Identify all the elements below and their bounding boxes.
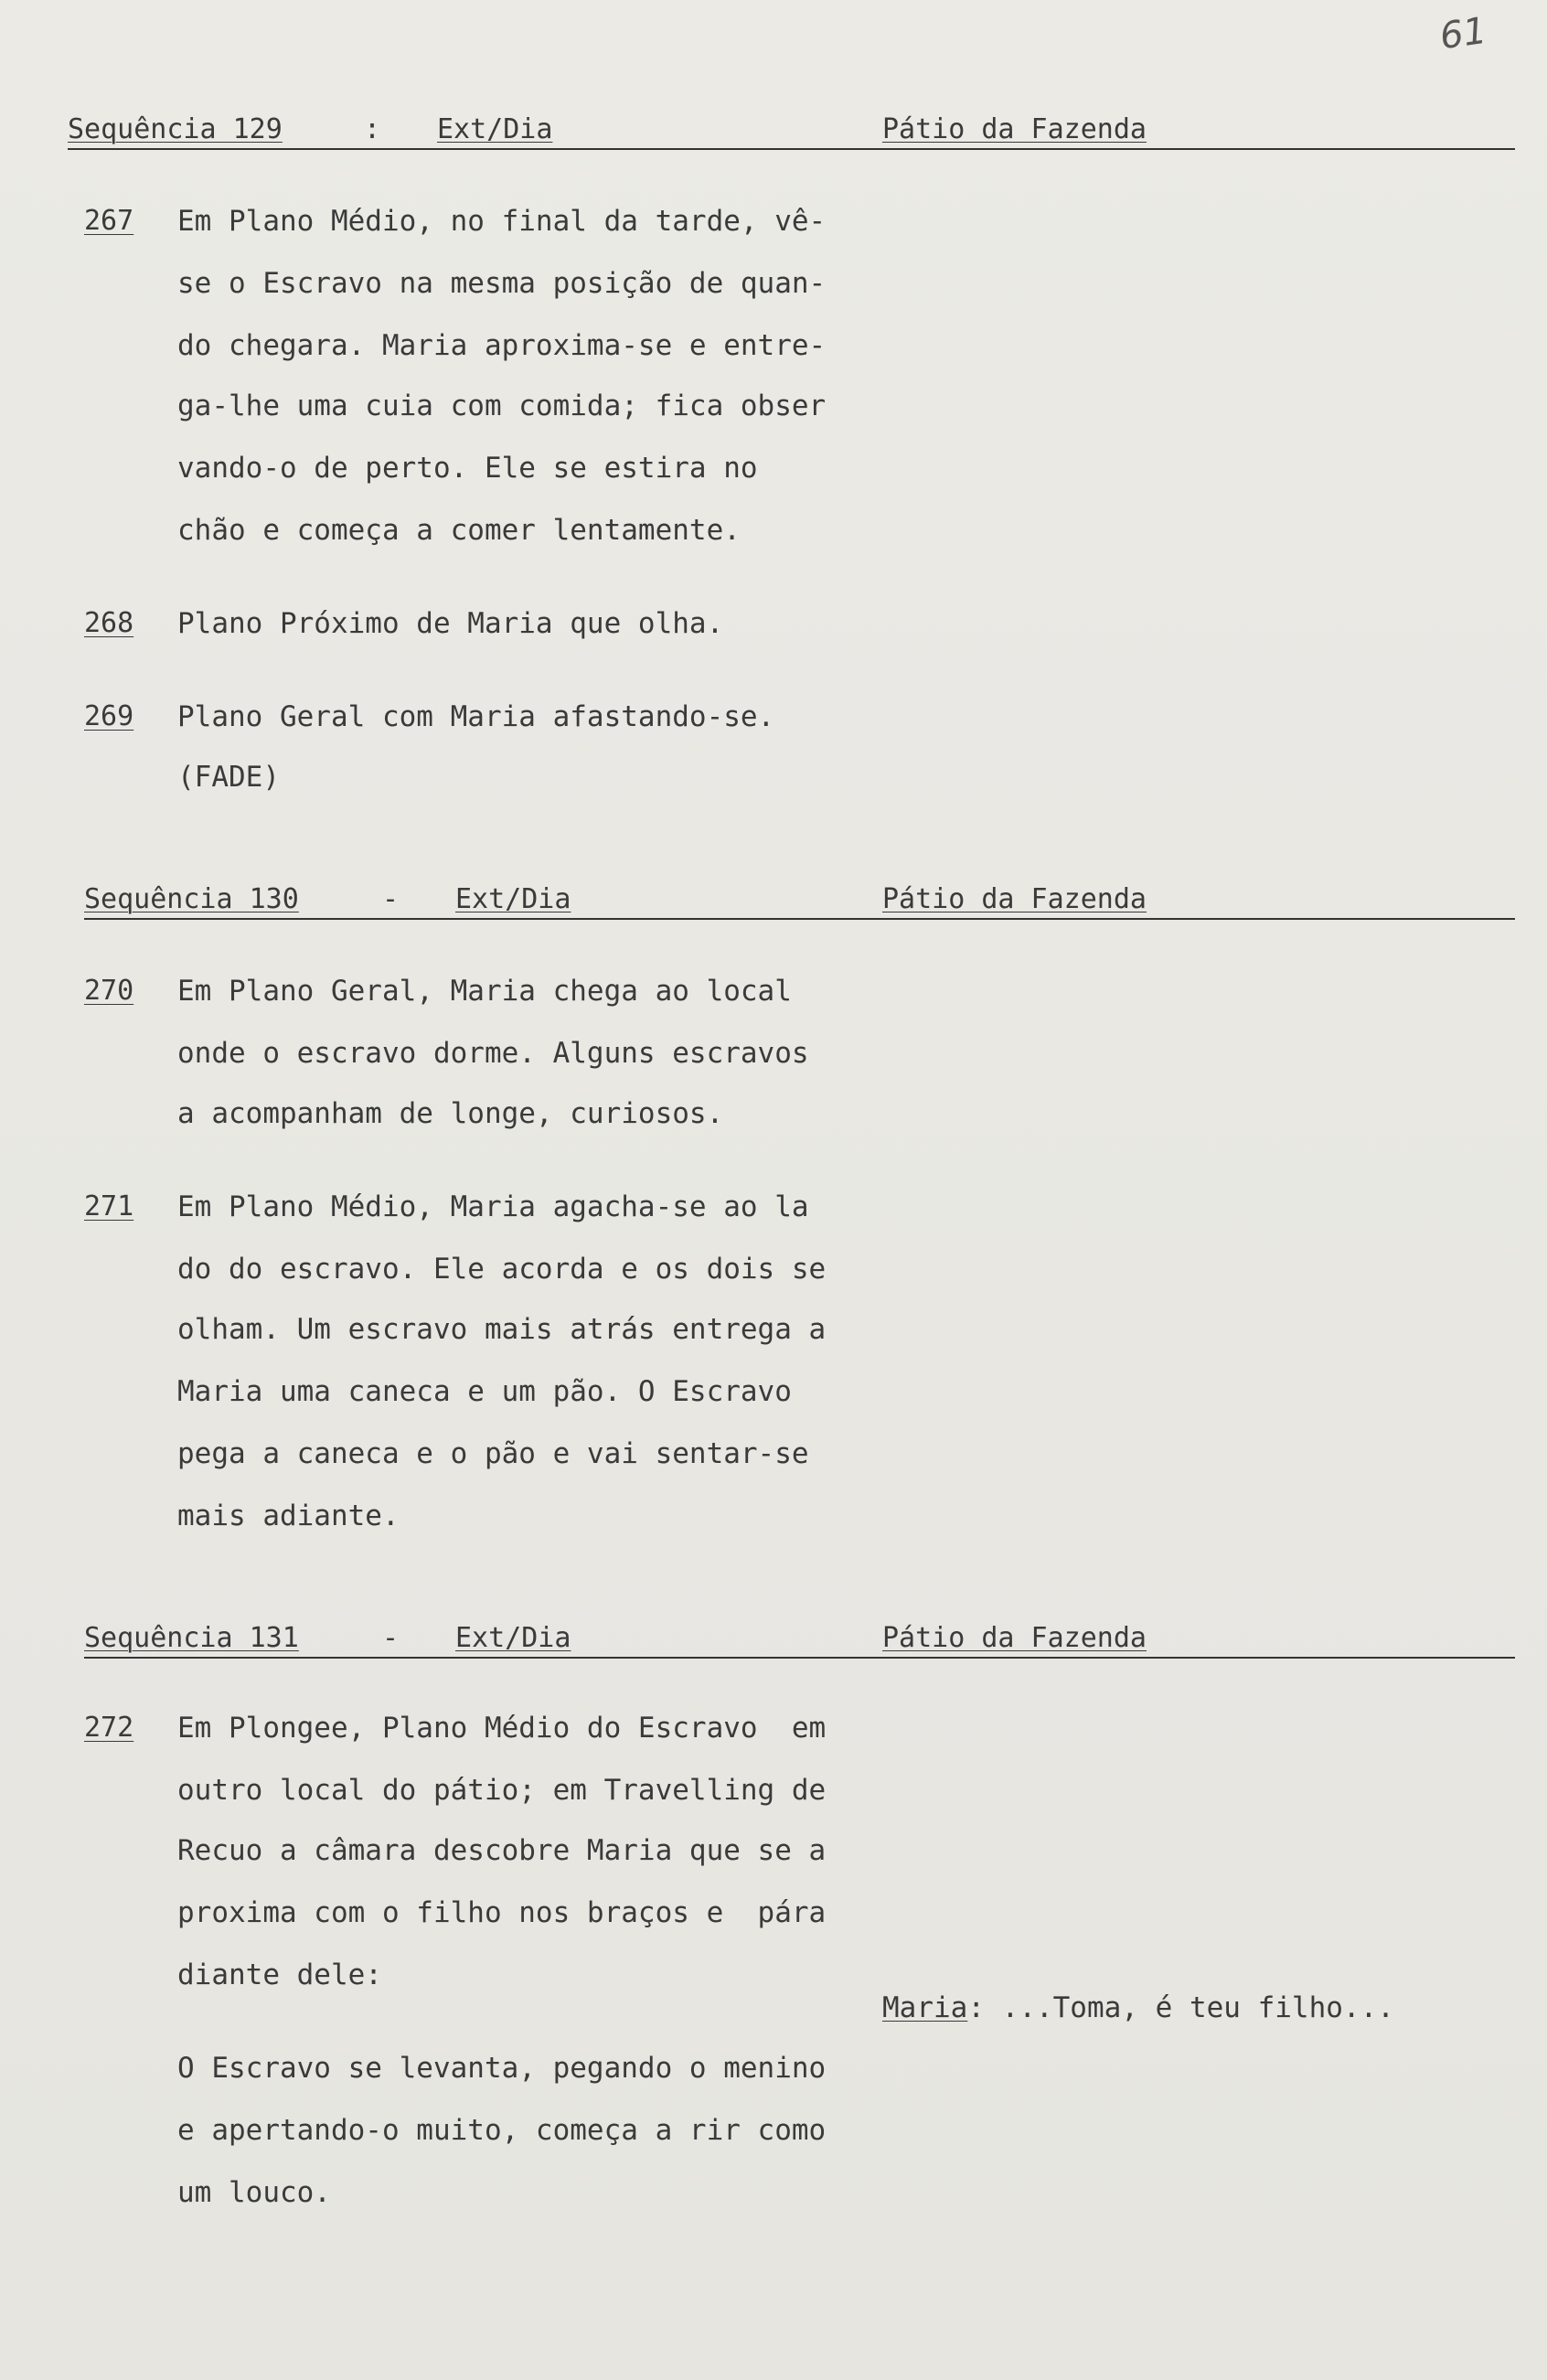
- shot-text-line: diante dele:: [177, 1958, 382, 1991]
- dialogue-line: [882, 1991, 1394, 2024]
- shot-text-line: (FADE): [177, 761, 280, 794]
- sequence-place: Pátio da Fazenda: [882, 113, 1147, 145]
- sequence-time: Ext/Dia: [455, 883, 571, 915]
- shot-text-line: chão e começa a comer lentamente.: [177, 514, 741, 547]
- page-number: 61: [1437, 9, 1489, 59]
- shot-text-line: mais adiante.: [177, 1500, 400, 1532]
- sequence-header: [0, 1622, 1547, 1677]
- shot-text-line: um louco.: [177, 2176, 331, 2209]
- shot-text-line: Em Plano Médio, no final da tarde, vê-: [177, 205, 827, 238]
- shot-text-line: outro local do pátio; em Travelling de: [177, 1774, 827, 1807]
- sequence-rule: [84, 918, 1515, 920]
- shot-text-line: Maria uma caneca e um pão. O Escravo: [177, 1375, 792, 1408]
- sequence-header: [0, 883, 1547, 938]
- sequence-label: Sequência 131: [84, 1622, 299, 1654]
- shot-text-line: Plano Geral com Maria afastando-se.: [177, 700, 775, 733]
- shot-text-line: O Escravo se levanta, pegando o menino: [177, 2052, 827, 2085]
- sequence-label: Sequência 130: [84, 883, 299, 915]
- sequence-separator: -: [382, 883, 400, 915]
- shot-text-line: Em Plongee, Plano Médio do Escravo em: [177, 1712, 827, 1745]
- dialogue-text: : ...Toma, é teu filho...: [967, 1991, 1394, 2024]
- sequence-place: Pátio da Fazenda: [882, 1622, 1147, 1654]
- sequence-rule: [68, 148, 1515, 150]
- shot-text-line: Recuo a câmara descobre Maria que se a: [177, 1834, 827, 1867]
- shot-text-line: ga-lhe uma cuia com comida; fica obser: [177, 390, 827, 422]
- sequence-place: Pátio da Fazenda: [882, 883, 1147, 915]
- shot-number: 271: [84, 1190, 134, 1222]
- shot-number: 267: [84, 205, 134, 237]
- shot-number: 268: [84, 607, 134, 639]
- shot-number: 269: [84, 700, 134, 732]
- shot-text-line: se o Escravo na mesma posição de quan-: [177, 267, 827, 300]
- shot-number: 270: [84, 975, 134, 1007]
- sequence-label: Sequência 129: [68, 113, 283, 145]
- sequence-separator: :: [364, 113, 381, 145]
- sequence-time: Ext/Dia: [455, 1622, 571, 1654]
- shot-text-line: vando-o de perto. Ele se estira no: [177, 452, 758, 485]
- sequence-rule: [84, 1657, 1515, 1659]
- shot-text-line: a acompanham de longe, curiosos.: [177, 1097, 724, 1130]
- sequence-header: [0, 113, 1547, 168]
- shot-text-line: do chegara. Maria aproxima-se e entre-: [177, 329, 827, 362]
- shot-text-line: Plano Próximo de Maria que olha.: [177, 607, 724, 640]
- shot-text-line: e apertando-o muito, começa a rir como: [177, 2114, 827, 2147]
- shot-text-line: onde o escravo dorme. Alguns escravos: [177, 1037, 809, 1070]
- shot-text-line: proxima com o filho nos braços e pára: [177, 1896, 827, 1929]
- shot-number: 272: [84, 1712, 134, 1744]
- shot-text-line: Em Plano Geral, Maria chega ao local: [177, 975, 792, 1008]
- shot-text-line: pega a caneca e o pão e vai sentar-se: [177, 1437, 809, 1470]
- dialogue-speaker: Maria: [882, 1991, 968, 2024]
- shot-text-line: Em Plano Médio, Maria agacha-se ao la: [177, 1190, 809, 1223]
- sequence-time: Ext/Dia: [437, 113, 553, 145]
- sequence-separator: -: [382, 1622, 400, 1654]
- shot-text-line: olham. Um escravo mais atrás entrega a: [177, 1313, 827, 1346]
- shot-text-line: do do escravo. Ele acorda e os dois se: [177, 1253, 827, 1286]
